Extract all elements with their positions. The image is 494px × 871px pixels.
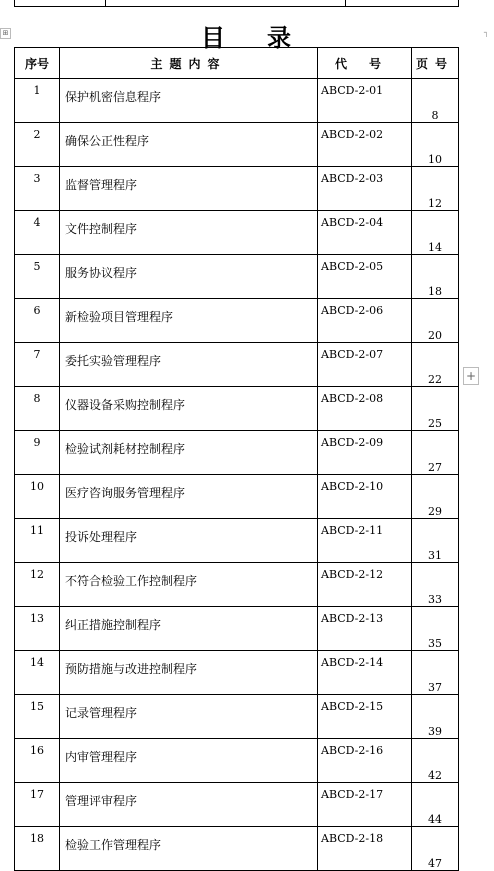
row-title: 新检验项目管理程序 — [60, 299, 318, 343]
header-no: 序号 — [15, 48, 60, 79]
row-number: 16 — [15, 739, 60, 783]
table-move-handle-icon[interactable]: ⊞ — [0, 28, 11, 39]
row-number: 13 — [15, 607, 60, 651]
row-code: ABCD-2-13 — [318, 607, 412, 651]
row-page: 12 — [412, 167, 459, 211]
row-number: 3 — [15, 167, 60, 211]
row-page: 33 — [412, 563, 459, 607]
table-row — [15, 607, 459, 651]
row-code: ABCD-2-02 — [318, 123, 412, 167]
row-title: 服务协议程序 — [60, 255, 318, 299]
row-number: 4 — [15, 211, 60, 255]
row-number: 7 — [15, 343, 60, 387]
row-code: ABCD-2-08 — [318, 387, 412, 431]
margin-marker-icon: ┐ — [484, 28, 489, 37]
row-number: 14 — [15, 651, 60, 695]
page-title: 目录 — [201, 24, 333, 52]
table-row — [15, 475, 459, 519]
row-title: 仪器设备采购控制程序 — [60, 387, 318, 431]
column-divider — [345, 0, 346, 6]
row-page: 42 — [412, 739, 459, 783]
row-code: ABCD-2-05 — [318, 255, 412, 299]
table-row — [15, 739, 459, 783]
row-title: 医疗咨询服务管理程序 — [60, 475, 318, 519]
row-page: 18 — [412, 255, 459, 299]
row-title: 保护机密信息程序 — [60, 79, 318, 123]
row-title: 内审管理程序 — [60, 739, 318, 783]
row-number: 1 — [15, 79, 60, 123]
row-code: ABCD-2-04 — [318, 211, 412, 255]
row-number: 15 — [15, 695, 60, 739]
table-row — [15, 519, 459, 563]
row-page: 8 — [412, 79, 459, 123]
table-row — [15, 563, 459, 607]
table-row — [15, 343, 459, 387]
row-title: 预防措施与改进控制程序 — [60, 651, 318, 695]
row-code: ABCD-2-11 — [318, 519, 412, 563]
row-number: 18 — [15, 827, 60, 871]
row-code: ABCD-2-10 — [318, 475, 412, 519]
row-title: 管理评审程序 — [60, 783, 318, 827]
row-page: 37 — [412, 651, 459, 695]
table-row — [15, 167, 459, 211]
table-header-row — [15, 48, 459, 79]
row-page: 20 — [412, 299, 459, 343]
row-title: 纠正措施控制程序 — [60, 607, 318, 651]
row-number: 6 — [15, 299, 60, 343]
header-title: 主题内容 — [60, 48, 318, 79]
row-title: 委托实验管理程序 — [60, 343, 318, 387]
table-row — [15, 431, 459, 475]
row-page: 10 — [412, 123, 459, 167]
table-row — [15, 695, 459, 739]
row-title: 监督管理程序 — [60, 167, 318, 211]
previous-table-edge — [14, 0, 459, 7]
table-row — [15, 79, 459, 123]
row-code: ABCD-2-16 — [318, 739, 412, 783]
row-page: 47 — [412, 827, 459, 871]
row-title: 不符合检验工作控制程序 — [60, 563, 318, 607]
row-title: 文件控制程序 — [60, 211, 318, 255]
row-number: 8 — [15, 387, 60, 431]
row-page: 22 — [412, 343, 459, 387]
row-page: 27 — [412, 431, 459, 475]
row-code: ABCD-2-12 — [318, 563, 412, 607]
table-row — [15, 651, 459, 695]
row-code: ABCD-2-14 — [318, 651, 412, 695]
row-code: ABCD-2-07 — [318, 343, 412, 387]
row-page: 44 — [412, 783, 459, 827]
add-row-icon[interactable]: + — [463, 367, 479, 385]
row-page: 39 — [412, 695, 459, 739]
table-row — [15, 827, 459, 871]
row-code: ABCD-2-15 — [318, 695, 412, 739]
row-page: 31 — [412, 519, 459, 563]
row-page: 25 — [412, 387, 459, 431]
row-title: 投诉处理程序 — [60, 519, 318, 563]
row-code: ABCD-2-06 — [318, 299, 412, 343]
row-number: 17 — [15, 783, 60, 827]
row-code: ABCD-2-09 — [318, 431, 412, 475]
row-code: ABCD-2-18 — [318, 827, 412, 871]
toc-body — [15, 79, 459, 871]
row-number: 2 — [15, 123, 60, 167]
table-row — [15, 783, 459, 827]
row-code: ABCD-2-17 — [318, 783, 412, 827]
row-number: 10 — [15, 475, 60, 519]
table-row — [15, 387, 459, 431]
row-title: 记录管理程序 — [60, 695, 318, 739]
header-code: 代号 — [318, 48, 412, 79]
row-page: 35 — [412, 607, 459, 651]
row-title: 检验试剂耗材控制程序 — [60, 431, 318, 475]
table-row — [15, 123, 459, 167]
table-row — [15, 211, 459, 255]
row-page: 14 — [412, 211, 459, 255]
row-code: ABCD-2-03 — [318, 167, 412, 211]
toc-table — [14, 47, 459, 871]
table-row — [15, 299, 459, 343]
row-code: ABCD-2-01 — [318, 79, 412, 123]
row-number: 11 — [15, 519, 60, 563]
row-title: 确保公正性程序 — [60, 123, 318, 167]
row-title: 检验工作管理程序 — [60, 827, 318, 871]
table-row — [15, 255, 459, 299]
row-number: 9 — [15, 431, 60, 475]
row-number: 5 — [15, 255, 60, 299]
row-page: 29 — [412, 475, 459, 519]
column-divider — [105, 0, 106, 6]
header-page: 页号 — [412, 48, 459, 79]
row-number: 12 — [15, 563, 60, 607]
